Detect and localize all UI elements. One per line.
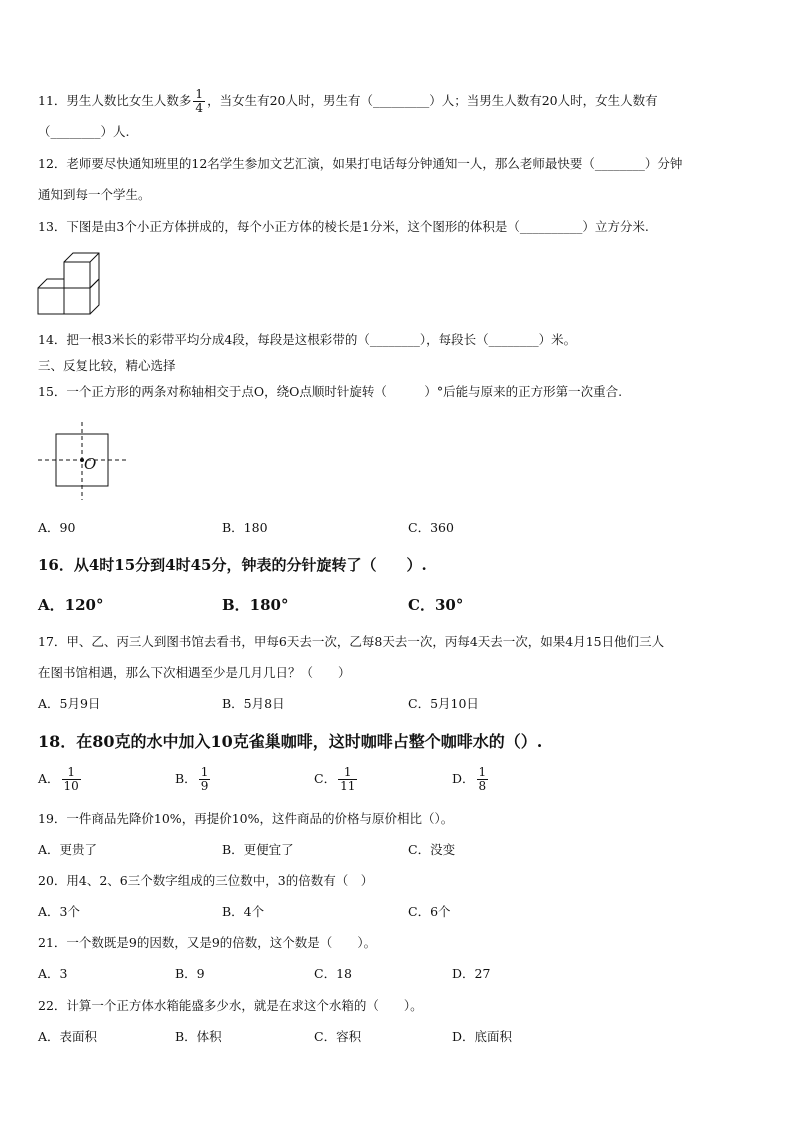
question-18-text: 18．在80克的水中加入10克雀巢咖啡，这时咖啡占整个咖啡水的（）. [38, 732, 543, 751]
q16-option-a[interactable]: A．120° [38, 596, 104, 614]
point-o-label: O [84, 455, 97, 473]
question-22-text: 22．计算一个正方体水箱能盛多少水，就是在求这个水箱的（ ）。 [38, 998, 423, 1013]
question-19-text: 19．一件商品先降价10%，再提价10%，这件商品的价格与原价相比（）。 [38, 811, 454, 826]
q11-text-a: 11．男生人数比女生人数多 [38, 93, 192, 108]
q17-option-c[interactable]: C．5月10日 [408, 696, 479, 711]
q18-option-a-fraction: $\frac{1}{10}$ [63, 765, 79, 793]
q18-option-d-fraction: $\frac{1}{8}$ [478, 765, 487, 793]
question-20-text: 20．用4、2、6三个数字组成的三位数中，3的倍数有（ ） [38, 873, 374, 888]
q22-option-d[interactable]: D．底面积 [452, 1029, 513, 1044]
q15-option-b[interactable]: B．180 [222, 520, 268, 535]
q18-option-b-fraction: $\frac{1}{9}$ [200, 765, 209, 793]
q21-option-b[interactable]: B．9 [175, 966, 205, 981]
question-17-line-2: 在图书馆相遇，那么下次相遇至少是几月几日？（ ） [38, 665, 351, 680]
q16-option-c[interactable]: C．30° [408, 596, 464, 614]
question-13-text: 13．下图是由3个小正方体拼成的，每个小正方体的棱长是1分米，这个图形的体积是（__________）立方分米. [38, 219, 649, 234]
q18-option-c-fraction: $\frac{1}{11}$ [340, 765, 356, 793]
q11-fraction: $\frac{1}{4}$ [195, 87, 204, 115]
q19-option-b[interactable]: B．更便宜了 [222, 842, 294, 857]
q20-option-a[interactable]: A．3个 [38, 904, 80, 919]
question-12-line-1: 12．老师要尽快通知班里的12名学生参加文艺汇演，如果打电话每分钟通知一人，那么老师最快要（________）分钟 [38, 156, 683, 171]
question-21-text: 21．一个数既是9的因数，又是9的倍数，这个数是（ ）。 [38, 935, 377, 950]
question-16-text: 16．从4时15分到4时45分，钟表的分针旋转了（ ）. [38, 556, 427, 574]
q18-option-a[interactable]: A． $\frac{1}{10}$ [38, 765, 79, 793]
question-17-line-1: 17．甲、乙、丙三人到图书馆去看书，甲每6天去一次，乙每8天去一次，丙每4天去一次，如果4月15日他们三人 [38, 634, 665, 649]
q15-option-c[interactable]: C．360 [408, 520, 454, 535]
q17-option-a[interactable]: A．5月9日 [38, 696, 101, 711]
q22-option-a[interactable]: A．表面积 [38, 1029, 98, 1044]
q19-option-c[interactable]: C．没变 [408, 842, 456, 857]
q21-option-d[interactable]: D．27 [452, 966, 491, 981]
q15-option-a[interactable]: A．90 [38, 520, 76, 535]
q19-option-a[interactable]: A．更贵了 [38, 842, 98, 857]
q18-option-c[interactable]: C． $\frac{1}{11}$ [314, 765, 356, 793]
q22-option-c[interactable]: C．容积 [314, 1029, 362, 1044]
q18-option-b[interactable]: B． $\frac{1}{9}$ [175, 765, 209, 793]
section-3-heading: 三、反复比较，精心选择 [38, 358, 176, 373]
q20-option-c[interactable]: C．6个 [408, 904, 451, 919]
question-12-line-2: 通知到每一个学生。 [38, 187, 151, 202]
question-11-line-1 [38, 88, 658, 115]
q21-option-a[interactable]: A．3 [38, 966, 68, 981]
q17-option-b[interactable]: B．5月8日 [222, 696, 285, 711]
question-15-text: 15．一个正方形的两条对称轴相交于点O，绕O点顺时针旋转（ ）°后能与原来的正方形第一次重合. [38, 384, 623, 399]
q11-text-b: ，当女生有20人时，男生有（_________）人；当男生人数有20人时，女生人数有 [207, 93, 658, 108]
question-14-text: 14．把一根3米长的彩带平均分成4段，每段是这根彩带的（________），每段长（________）米。 [38, 332, 577, 347]
square-axes-figure [36, 422, 128, 502]
question-11-line-2: （________）人. [38, 124, 130, 139]
q18-option-d[interactable]: D． $\frac{1}{8}$ [452, 765, 487, 793]
q21-option-c[interactable]: C．18 [314, 966, 352, 981]
q22-option-b[interactable]: B．体积 [175, 1029, 222, 1044]
q16-option-b[interactable]: B．180° [222, 596, 289, 614]
q20-option-b[interactable]: B．4个 [222, 904, 265, 919]
cubes-figure [36, 248, 106, 316]
